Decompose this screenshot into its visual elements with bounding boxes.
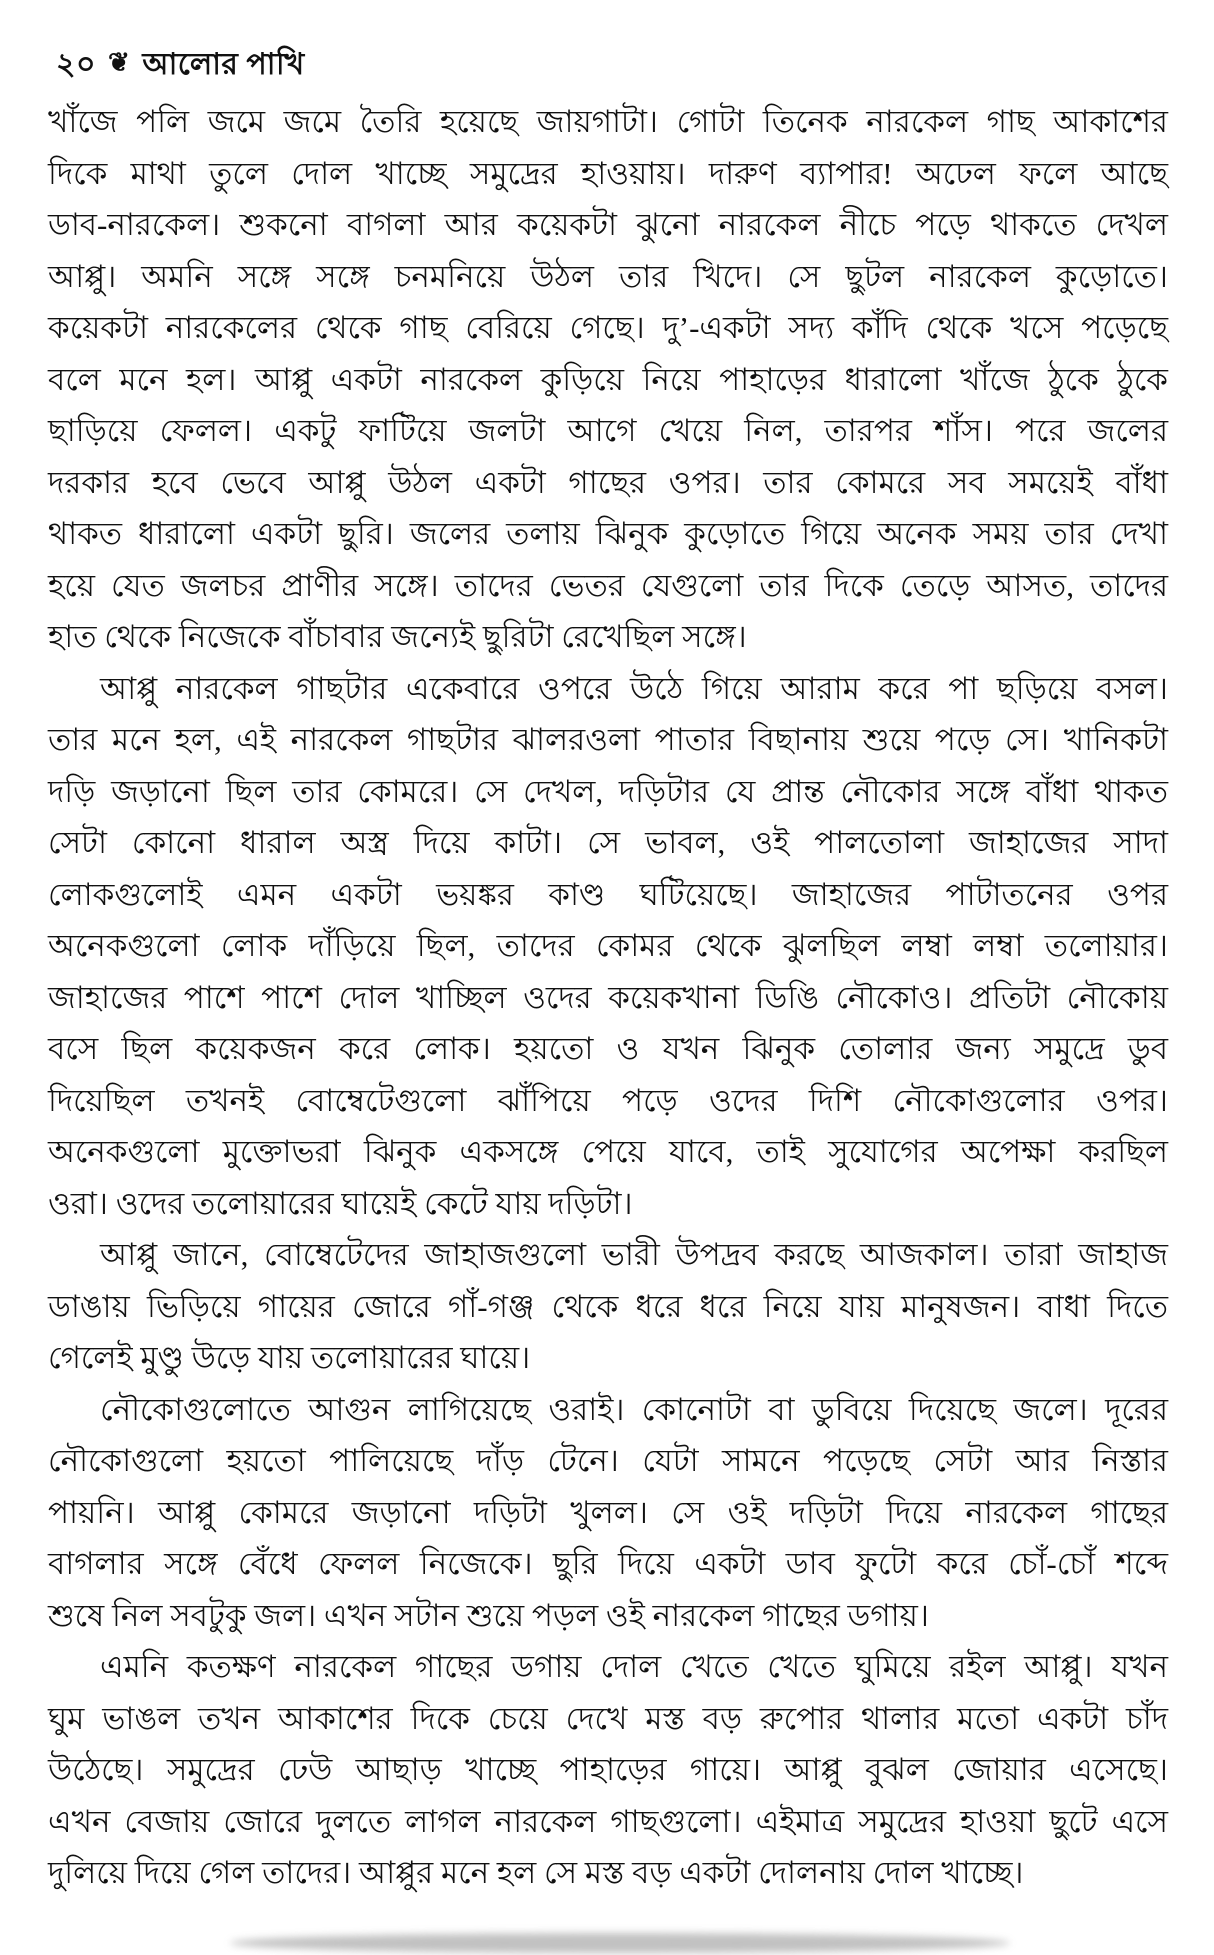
text-line: দুলিয়ে দিয়ে গেল তাদের। আপ্পুর মনে হল সে মস্ত বড় একটা দোলনায় দোল খাচ্ছে। <box>48 1855 1024 1890</box>
text-line: হাত থেকে নিজেকে বাঁচাবার জন্যেই ছুরিটা রেখেছিল সঙ্গে। <box>48 619 747 654</box>
text-line: আপ্পু নারকেল গাছটার একেবারে ওপরে উঠে গিয়ে আরাম করে পা ছড়িয়ে বসল। <box>100 670 1168 706</box>
text-line: নৌকোগুলোতে আগুন লাগিয়েছে ওরাই। কোনোটা বা ডুবিয়ে দিয়েছে জলে। দূরের <box>100 1391 1168 1427</box>
text-line: খাঁজে পলি জমে জমে তৈরি হয়েছে জায়গাটা। গোটা তিনেক নারকেল গাছ আকাশের <box>48 104 1168 139</box>
text-line: ডাঙায় ভিড়িয়ে গায়ের জোরে গাঁ-গঞ্জ থেকে ধরে ধরে নিয়ে যায় মানুষজন। বাধা দিতে <box>48 1288 1168 1324</box>
text-line: অনেকগুলো মুক্তোভরা ঝিনুক একসঙ্গে পেয়ে যাবে, তাই সুযোগের অপেক্ষা করছিল <box>48 1134 1168 1169</box>
text-line: থাকত ধারালো একটা ছুরি। জলের তলায় ঝিনুক কুড়োতে গিয়ে অনেক সময় তার দেখা <box>48 516 1168 551</box>
text-line: বসে ছিল কয়েকজন করে লোক। হয়তো ও যখন ঝিনুক তোলার জন্য সমুদ্রে ডুব <box>48 1031 1168 1066</box>
text-line: বলে মনে হল। আপ্পু একটা নারকেল কুড়িয়ে নিয়ে পাহাড়ের ধারালো খাঁজে ঠুকে ঠুকে <box>48 361 1168 397</box>
text-line: দিয়েছিল তখনই বোম্বেটেগুলো ঝাঁপিয়ে পড়ে ওদের দিশি নৌকোগুলোর ওপর। <box>48 1082 1168 1118</box>
text-line: লোকগুলোই এমন একটা ভয়ঙ্কর কাণ্ড ঘটিয়েছে। জাহাজের পাটাতনের ওপর <box>48 876 1168 912</box>
page-header <box>56 40 305 91</box>
text-line: শুষে নিল সবটুকু জল। এখন সটান শুয়ে পড়ল ওই নারকেল গাছের ডগায়। <box>48 1597 929 1633</box>
scan-artifact <box>230 1933 1010 1953</box>
text-line: দড়ি জড়ানো ছিল তার কোমরে। সে দেখল, দড়িটার যে প্রান্ত নৌকোর সঙ্গে বাঁধা থাকত <box>48 773 1168 809</box>
text-block <box>48 96 1168 1899</box>
text-line: তার মনে হল, এই নারকেল গাছটার ঝালরওলা পাতার বিছানায় শুয়ে পড়ে সে। খানিকটা <box>48 722 1168 757</box>
text-line: এমনি কতক্ষণ নারকেল গাছের ডগায় দোল খেতে খেতে ঘুমিয়ে রইল আপ্পু। যখন <box>100 1649 1168 1684</box>
bird-ornament-icon: ❦ <box>108 47 131 77</box>
text-line: গেলেই মুণ্ডু উড়ে যায় তলোয়ারের ঘায়ে। <box>48 1340 531 1375</box>
text-line: দিকে মাথা তুলে দোল খাচ্ছে সমুদ্রের হাওয়ায়। দারুণ ব্যাপার! অঢেল ফলে আছে <box>48 155 1168 191</box>
text-line: জাহাজের পাশে পাশে দোল খাচ্ছিল ওদের কয়েকখানা ডিঙি নৌকোও। প্রতিটা নৌকোয় <box>48 979 1168 1015</box>
text-line: হয়ে যেত জলচর প্রাণীর সঙ্গে। তাদের ভেতর যেগুলো তার দিকে তেড়ে আসত, তাদের <box>48 567 1168 603</box>
page-number: ২০ <box>56 48 97 81</box>
text-line: আপ্পু জানে, বোম্বেটেদের জাহাজগুলো ভারী উপদ্রব করছে আজকাল। তারা জাহাজ <box>100 1237 1168 1272</box>
text-line: এখন বেজায় জোরে দুলতে লাগল নারকেল গাছগুলো। এইমাত্র সমুদ্রের হাওয়া ছুটে এসে <box>48 1803 1168 1839</box>
text-line: ছাড়িয়ে ফেলল। একটু ফাটিয়ে জলটা আগে খেয়ে নিল, তারপর শাঁস। পরে জলের <box>48 413 1168 448</box>
text-line: উঠেছে। সমুদ্রের ঢেউ আছাড় খাচ্ছে পাহাড়ের গায়ে। আপ্পু বুঝল জোয়ার এসেছে। <box>48 1752 1168 1787</box>
book-title: আলোর পাখি <box>142 48 305 81</box>
text-line: বাগলার সঙ্গে বেঁধে ফেলল নিজেকে। ছুরি দিয়ে একটা ডাব ফুটো করে চোঁ-চোঁ শব্দে <box>48 1546 1168 1581</box>
text-line: সেটা কোনো ধারাল অস্ত্র দিয়ে কাটা। সে ভাবল, ওই পালতোলা জাহাজের সাদা <box>48 825 1168 860</box>
text-line: দরকার হবে ভেবে আপ্পু উঠল একটা গাছের ওপর। তার কোমরে সব সময়েই বাঁধা <box>48 464 1168 500</box>
text-line: ওরা। ওদের তলোয়ারের ঘায়েই কেটে যায় দড়িটা। <box>48 1185 633 1221</box>
text-line: আপ্পু। অমনি সঙ্গে সঙ্গে চনমনিয়ে উঠল তার খিদে। সে ছুটল নারকেল কুড়োতে। <box>48 258 1168 294</box>
text-line: নৌকোগুলো হয়তো পালিয়েছে দাঁড় টেনে। যেটা সামনে পড়েছে সেটা আর নিস্তার <box>48 1443 1168 1478</box>
text-line: ঘুম ভাঙল তখন আকাশের দিকে চেয়ে দেখে মস্ত বড় রুপোর থালার মতো একটা চাঁদ <box>48 1700 1168 1736</box>
text-line: পায়নি। আপ্পু কোমরে জড়ানো দড়িটা খুলল। সে ওই দড়িটা দিয়ে নারকেল গাছের <box>48 1494 1168 1530</box>
text-line: অনেকগুলো লোক দাঁড়িয়ে ছিল, তাদের কোমর থেকে ঝুলছিল লম্বা লম্বা তলোয়ার। <box>48 928 1168 963</box>
text-line: কয়েকটা নারকেলের থেকে গাছ বেরিয়ে গেছে। দু’-একটা সদ্য কাঁদি থেকে খসে পড়েছে <box>48 310 1168 345</box>
text-line: ডাব-নারকেল। শুকনো বাগলা আর কয়েকটা ঝুনো নারকেল নীচে পড়ে থাকতে দেখল <box>48 207 1168 242</box>
